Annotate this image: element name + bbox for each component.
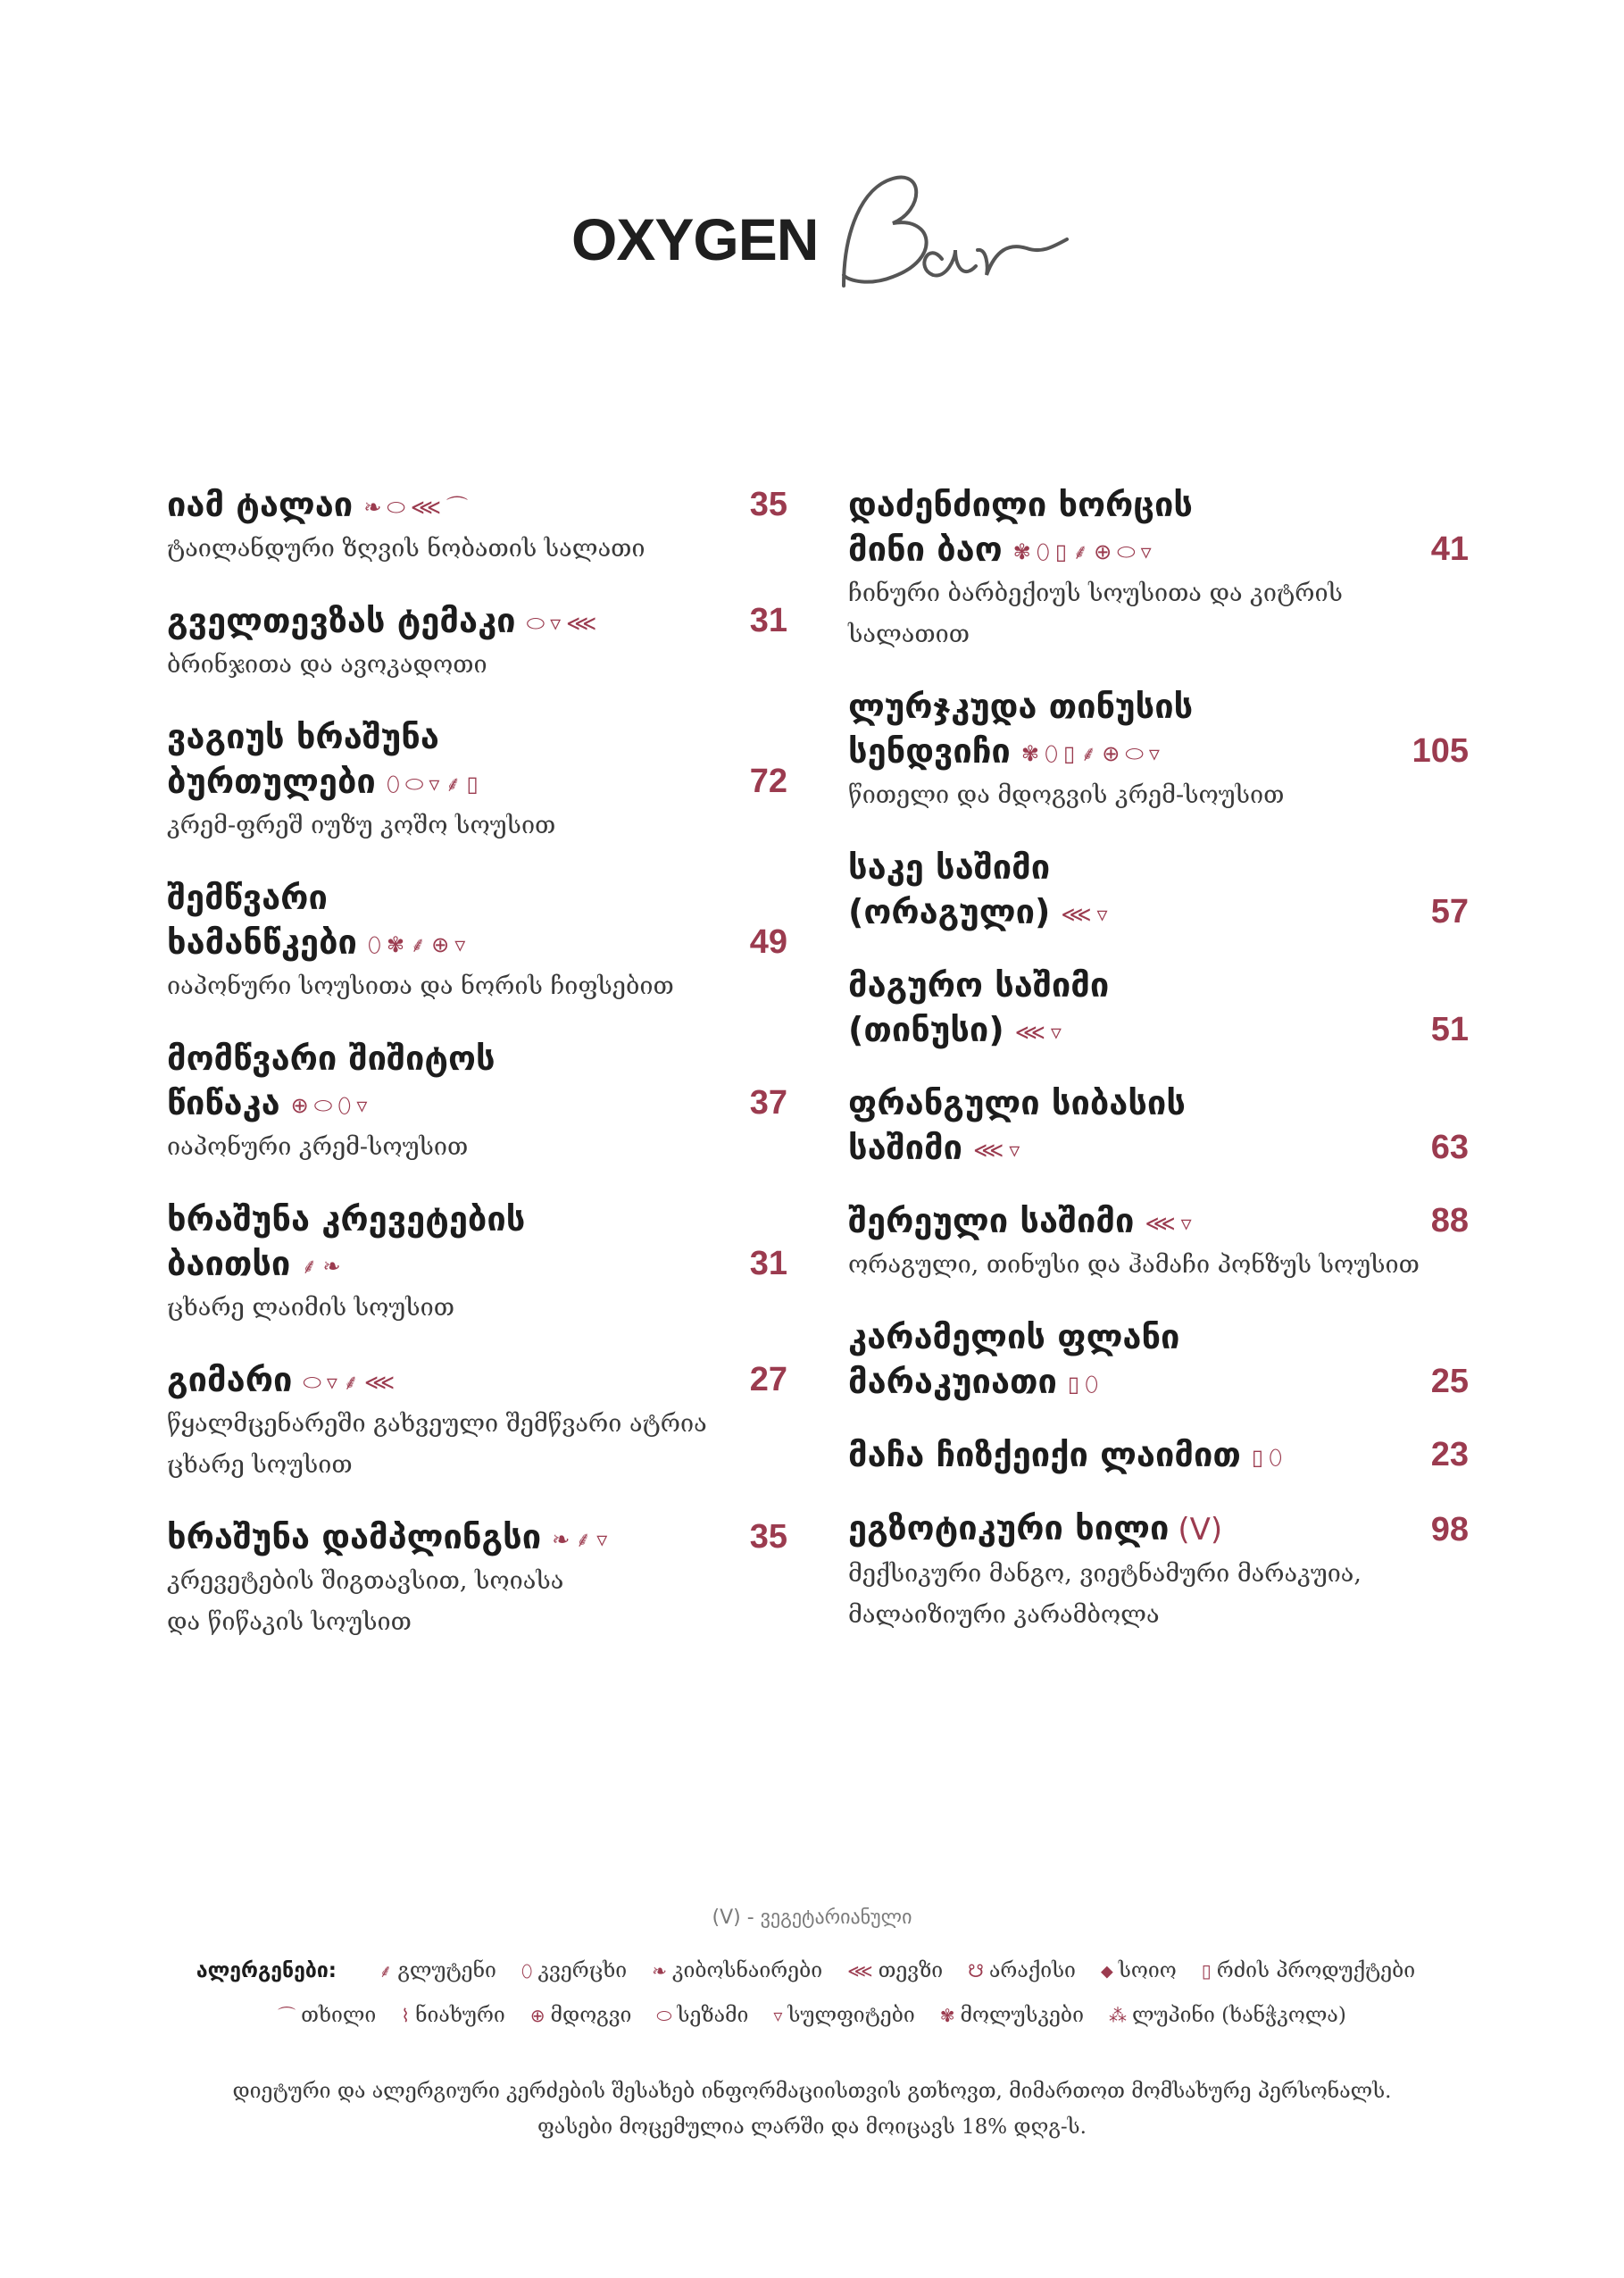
info-note: დიეტური და ალერგიური კერძების შესახებ ინფორმაციისთვის გთხოვთ, მიმართოთ მომსახურე პერსონალს.: [232, 2080, 1392, 2103]
menu-column-left: [167, 482, 787, 1643]
legend-label: რძის პროდუქტები: [1216, 1959, 1416, 1982]
soy-icon: ⬥: [1100, 1960, 1113, 1982]
menu-item: [167, 1357, 787, 1486]
menu-item: [167, 1197, 787, 1329]
menu-item-description: ცხარე ლაიმის სოუსით: [167, 1294, 454, 1322]
sulphite-icon: ▿: [550, 610, 562, 636]
menu-item-name: [848, 482, 1193, 572]
logo: [571, 161, 1071, 321]
milk-icon: ▯: [1063, 740, 1076, 766]
egg-icon: ⬯: [1036, 538, 1050, 564]
sulphite-icon: ▿: [1180, 1210, 1192, 1236]
menu-item-header: [848, 482, 1469, 572]
menu-item-name: [848, 963, 1109, 1052]
egg-icon: ⬯: [386, 771, 400, 797]
legend-label: მდოგვი: [550, 2004, 632, 2027]
crustacean-icon: ❧: [363, 494, 382, 520]
sulphite-icon: ▿: [1148, 740, 1160, 766]
menu-item: [848, 1506, 1469, 1636]
gluten-icon: ⸙: [445, 771, 462, 797]
menu-item-description: კრემ-ფრეშ იუზუ კოშო სოუსით: [167, 812, 556, 839]
gluten-icon: ⸙: [379, 1960, 393, 1982]
sulphite-icon: ▿: [596, 1526, 608, 1552]
menu-item: [848, 963, 1469, 1052]
fish-icon: ⋘: [410, 494, 441, 520]
fish-icon: ⋘: [1145, 1210, 1176, 1236]
menu-item-name-text: ეგზოტიკური ხილი: [848, 1508, 1170, 1548]
mollusc-icon: ✾: [1020, 740, 1039, 766]
allergen-icons: [1012, 538, 1152, 564]
menu-item-name: [167, 1514, 607, 1559]
menu-item-header: [167, 1197, 787, 1286]
sulphite-icon: ▿: [326, 1369, 337, 1395]
legend-item: [530, 1993, 632, 2038]
sulphite-icon: ▿: [429, 771, 440, 797]
egg-icon: ⬯: [1044, 740, 1059, 766]
menu-item-price: 49: [749, 923, 787, 961]
menu-item-header: [848, 963, 1469, 1052]
legend-item: [1202, 1948, 1415, 1993]
menu-item: [848, 1198, 1469, 1286]
sulphite-icon: ▿: [773, 2005, 783, 2026]
menu-column-right: [848, 482, 1469, 1636]
mollusc-icon: ✾: [939, 2005, 955, 2026]
gluten-icon: ⸙: [1080, 740, 1097, 766]
menu-item-header: [848, 1081, 1469, 1170]
legend-label: კვერცხი: [537, 1959, 628, 1982]
menu-item-price: 63: [1430, 1129, 1469, 1166]
legend-title: ალერგენები:: [196, 1959, 337, 1982]
legend-label: თხილი: [301, 2004, 377, 2027]
menu-item-name: [848, 1432, 1282, 1477]
menu-item-header: [167, 1357, 787, 1402]
egg-icon: ⬯: [1085, 1371, 1099, 1397]
menu-item-name-text: ხრაშუნა კრევეტების ბაითსი: [167, 1199, 526, 1283]
allergen-icons: [1020, 740, 1160, 766]
legend-item: [379, 1948, 496, 1993]
menu-item: [848, 845, 1469, 934]
sulphite-icon: ▿: [1096, 901, 1108, 927]
vegetarian-note: (V) - ვეგეტარიანული: [712, 1907, 912, 1929]
menu-item-name: [848, 1506, 1222, 1552]
menu-item-price: 72: [749, 763, 787, 800]
menu-item: [167, 482, 787, 570]
menu-item: [167, 1514, 787, 1643]
sulphite-icon: ▿: [356, 1092, 368, 1118]
menu-item-name: [167, 1357, 395, 1402]
menu-item: [167, 1036, 787, 1168]
logo-wordmark: OXYGEN: [571, 206, 819, 272]
logo-script-bar: [808, 161, 1076, 313]
menu-item: [848, 1314, 1469, 1404]
legend-label: სეზამი: [677, 2004, 749, 2027]
fish-icon: ⋘: [973, 1137, 1004, 1163]
menu-item-name: [167, 598, 596, 643]
legend-label: თევზი: [878, 1959, 944, 1982]
legend-item: [521, 1948, 627, 1993]
legend-item: [847, 1948, 943, 1993]
crustacean-icon: ❧: [322, 1253, 341, 1279]
allergen-icons: [303, 1369, 396, 1395]
menu-item-name-text: შერეული საშიმი: [848, 1201, 1135, 1240]
legend-label: ნიახური: [415, 2004, 505, 2027]
menu-item-description: მექსიკური მანგო, ვიეტნამური მარაკუია, მალაიზიური კარამბოლა: [848, 1560, 1362, 1629]
allergen-icons: [290, 1092, 368, 1118]
sesame-icon: ⬭: [1125, 740, 1144, 766]
allergen-icons: [1014, 1019, 1062, 1045]
allergen-icons: [1251, 1444, 1283, 1470]
menu-item-price: 35: [749, 486, 787, 523]
milk-icon: ▯: [1251, 1444, 1264, 1470]
menu-item-name-text: გიმარი: [167, 1360, 293, 1399]
legend-label: ლუპინი (ხანჭკოლა): [1131, 2004, 1346, 2027]
gluten-icon: ⸙: [410, 931, 427, 957]
menu-item-price: 23: [1430, 1436, 1469, 1473]
allergen-icons: [387, 773, 479, 795]
menu-item: [848, 684, 1469, 816]
menu-item-price: 25: [1430, 1363, 1469, 1400]
egg-icon: ⬯: [367, 931, 381, 957]
legend-label: მოლუსკები: [960, 2004, 1084, 2027]
menu-item-price: 51: [1430, 1011, 1469, 1048]
menu-item-name-text: ვაგიუს ხრაშუნა ბურთულები: [167, 717, 439, 801]
menu-item-description: იაპონური კრემ-სოუსით: [167, 1133, 469, 1161]
menu-item: [167, 875, 787, 1007]
fish-icon: ⋘: [847, 1960, 873, 1982]
menu-item-price: 57: [1430, 893, 1469, 930]
menu-item-name: [848, 1081, 1186, 1170]
menu-item-name-text: საკე საშიმი (ორაგული): [848, 847, 1051, 931]
footer-note: [0, 2074, 1624, 2145]
mustard-icon: ⊕: [431, 931, 450, 957]
vegetarian-badge: (V): [1178, 1512, 1223, 1548]
menu-item-header: [167, 482, 787, 527]
legend-label: სულფიტები: [787, 2004, 915, 2027]
allergen-icons: [301, 1253, 341, 1279]
gluten-icon: ⸙: [575, 1526, 592, 1552]
lupin-icon: ⁂: [1108, 2005, 1127, 2026]
milk-icon: ▯: [466, 771, 479, 797]
menu-item: [848, 1432, 1469, 1477]
menu-item-description: ტაილანდური ზღვის ნობათის სალათი: [167, 535, 645, 563]
fish-icon: ⋘: [1061, 901, 1092, 927]
allergen-icons: [1068, 1373, 1098, 1395]
menu-item-description: ორაგული, თინუსი და ჰამაჩი პონზუს სოუსით: [848, 1251, 1420, 1279]
sesame-icon: ⬭: [526, 610, 545, 636]
menu-item-name-text: მაჩა ჩიზქეიქი ლაიმით: [848, 1435, 1241, 1474]
menu-item-price: 41: [1430, 530, 1469, 568]
sulphite-icon: ▿: [454, 931, 466, 957]
mustard-icon: ⊕: [1094, 538, 1112, 564]
mustard-icon: ⊕: [290, 1092, 309, 1118]
menu-item: [848, 1081, 1469, 1170]
menu-item-name-text: ხრაშუნა დამპლინგსი: [167, 1517, 542, 1556]
nuts-icon: ⌒: [446, 494, 468, 520]
legend-item: [401, 1993, 504, 2038]
menu-item-name: [167, 875, 465, 964]
menu-item-name-text: გველთევზას ტემაკი: [167, 601, 516, 640]
sulphite-icon: ▿: [1009, 1137, 1020, 1163]
menu-item-price: 105: [1412, 732, 1469, 770]
gluten-icon: ⸙: [1072, 538, 1089, 564]
mollusc-icon: ✾: [387, 931, 405, 957]
fish-icon: ⋘: [566, 610, 597, 636]
nuts-icon: ⌒: [278, 2005, 296, 2026]
menu-item-price: 31: [749, 602, 787, 639]
menu-item-header: [848, 1198, 1469, 1243]
celery-icon: ⌇: [401, 2005, 411, 2026]
legend-label: გლუტენი: [397, 1959, 496, 1982]
menu-item-price: 27: [749, 1361, 787, 1398]
sesame-icon: ⬭: [1117, 538, 1136, 564]
sesame-icon: ⬭: [656, 2005, 672, 2026]
menu-item-name: [848, 1198, 1192, 1243]
menu-item-name: [167, 1197, 525, 1286]
menu-item-name: [848, 684, 1193, 773]
mustard-icon: ⊕: [1102, 740, 1120, 766]
menu-item-name-text: შემწვარი ხამანწკები: [167, 878, 357, 962]
crustacean-icon: ❧: [652, 1960, 667, 1982]
menu-item-price: 98: [1430, 1511, 1469, 1548]
menu-item-name-text: მაგურო საშიმი (თინუსი): [848, 965, 1110, 1049]
menu-item-header: [848, 1432, 1469, 1477]
allergen-icons: [1145, 1210, 1192, 1236]
allergen-icons: [1061, 901, 1108, 927]
legend-item: [773, 1993, 914, 2038]
allergen-icons: [973, 1139, 1020, 1161]
price-note: ფასები მოცემულია ლარში და მოიცავს 18% დღგ-ს.: [537, 2115, 1087, 2139]
menu-item-description: წითელი და მდოგვის კრემ-სოუსით: [848, 781, 1285, 809]
menu-item-description: წყალმცენარეში გახვეული შემწვარი ატრია ცხარე სოუსით: [167, 1410, 707, 1479]
mustard-icon: ⊕: [529, 2005, 545, 2026]
menu-item-header: [848, 684, 1469, 773]
sulphite-icon: ▿: [1140, 538, 1152, 564]
allergen-icons: [367, 931, 466, 957]
menu-item: [848, 482, 1469, 655]
menu-item-header: [167, 1514, 787, 1559]
sesame-icon: ⬭: [387, 494, 405, 520]
menu-item-name-text: მომწვარი შიშიტოს წიწაკა: [167, 1039, 496, 1122]
menu-item-name-text: ფრანგული სიბასის საშიმი: [848, 1083, 1186, 1167]
menu-item-name-text: დაძენძილი ხორცის მინი ბაო: [848, 485, 1193, 569]
menu-item-header: [167, 714, 787, 804]
sesame-icon: ⬭: [313, 1092, 333, 1118]
milk-icon: ▯: [1067, 1371, 1080, 1397]
egg-icon: ⬯: [337, 1092, 352, 1118]
legend-item: [1101, 1948, 1177, 1993]
menu-item-name-text: კარამელის ფლანი მარაკუიათი: [848, 1317, 1180, 1401]
egg-icon: ⬯: [521, 1960, 533, 1982]
menu-item-price: 88: [1430, 1202, 1469, 1239]
sesame-icon: ⬭: [404, 771, 424, 797]
menu-item-description: კრევეტების შიგთავსით, სოიასა და წიწაკის სოუსით: [167, 1567, 564, 1636]
allergen-icons: [552, 1526, 608, 1552]
legend-item: [1109, 1993, 1346, 2038]
legend-label: სოიო: [1118, 1959, 1177, 1982]
menu-item: [167, 598, 787, 686]
menu-item-description: ჩინური ბარბექიუს სოუსითა და კიტრის სალათით: [848, 580, 1343, 648]
menu-item-name: [167, 1036, 496, 1125]
allergen-icons: [526, 610, 597, 636]
legend-item: [652, 1948, 822, 1993]
sesame-icon: ⬭: [303, 1369, 321, 1395]
menu-item-name-text: იამ ტალაი: [167, 485, 354, 524]
allergen-legend: [116, 1948, 1509, 2038]
menu-item-price: 35: [749, 1518, 787, 1556]
peanut-icon: ☋: [968, 1960, 984, 1982]
menu-item-header: [167, 875, 787, 964]
menu-item-header: [848, 1506, 1469, 1552]
menu-item-name: [848, 1314, 1179, 1404]
menu-item-description: ბრინჯითა და ავოკადოთი: [167, 651, 487, 679]
legend-label: არაქისი: [988, 1959, 1076, 1982]
menu-item-name: [167, 714, 479, 804]
milk-icon: ▯: [1054, 538, 1068, 564]
menu-item: [167, 714, 787, 847]
legend-item: [968, 1948, 1076, 1993]
footer: [0, 1907, 1624, 2145]
legend-label: კიბოსნაირები: [671, 1959, 823, 1982]
legend-item: [656, 1993, 748, 2038]
menu-item-price: 31: [749, 1245, 787, 1282]
mollusc-icon: ✾: [1012, 538, 1031, 564]
menu-item-header: [848, 845, 1469, 934]
gluten-icon: ⸙: [342, 1369, 359, 1395]
crustacean-icon: ❧: [552, 1526, 570, 1552]
allergen-icons: [363, 496, 468, 518]
fish-icon: ⋘: [363, 1369, 396, 1395]
gluten-icon: ⸙: [301, 1253, 318, 1279]
menu-item-description: იაპონური სოუსითა და ნორის ჩიფსებით: [167, 972, 674, 1000]
milk-icon: ▯: [1201, 1960, 1212, 1982]
menu-item-header: [848, 1314, 1469, 1404]
menu-item-name: [167, 482, 468, 527]
menu-item-header: [167, 598, 787, 643]
menu-item-price: 37: [749, 1084, 787, 1122]
legend-item: [940, 1993, 1084, 2038]
fish-icon: ⋘: [1014, 1019, 1045, 1045]
legend-item: [278, 1993, 376, 2038]
menu-item-name: [848, 845, 1108, 934]
menu-item-header: [167, 1036, 787, 1125]
sulphite-icon: ▿: [1050, 1019, 1062, 1045]
menu-item-name-text: ლურჯკუდა თინუსის სენდვიჩი: [848, 687, 1194, 771]
egg-icon: ⬯: [1269, 1444, 1283, 1470]
